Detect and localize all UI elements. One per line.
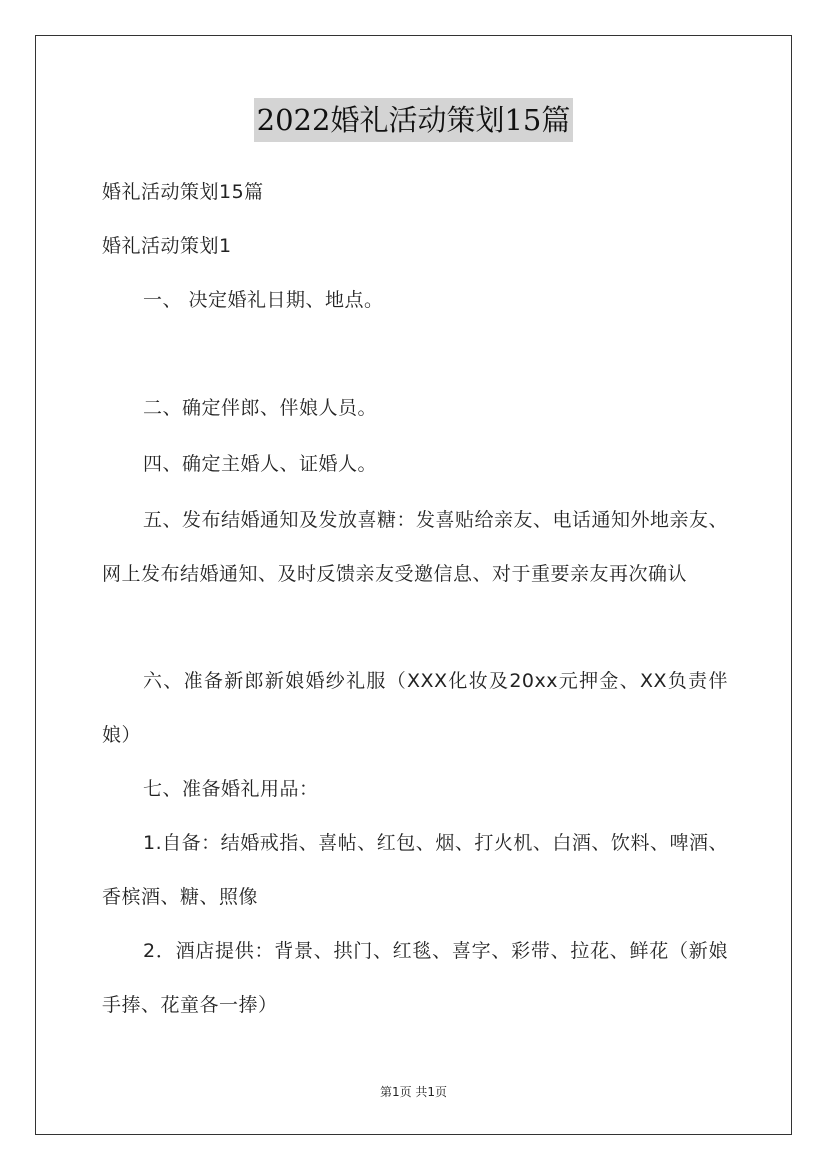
paragraph-item-7-1: 1.自备：结婚戒指、喜帖、红包、烟、打火机、白酒、饮料、啤酒、香槟酒、糖、照像 (102, 832, 728, 908)
paragraph-heading: 婚礼活动策划15篇 (102, 181, 264, 203)
paragraph-subheading: 婚礼活动策划1 (102, 235, 232, 257)
title-container (0, 98, 827, 142)
paragraph-item-1: 一、 决定婚礼日期、地点。 (143, 289, 384, 311)
paragraph-item-7: 七、准备婚礼用品： (143, 778, 319, 800)
document-title: 2022婚礼活动策划15篇 (254, 98, 574, 142)
paragraph-item-2: 二、确定伴郎、伴娘人员。 (143, 397, 378, 419)
paragraph-item-7-2: 2．酒店提供：背景、拱门、红毯、喜字、彩带、拉花、鲜花（新娘手捧、花童各一捧） (102, 940, 728, 1016)
paragraph-item-4: 四、确定主婚人、证婚人。 (143, 453, 378, 475)
page-footer: 第1页 共1页 (379, 1085, 448, 1099)
paragraph-item-6: 六、准备新郎新娘婚纱礼服（XXX化妆及20xx元押金、XX负责伴娘） (102, 670, 728, 746)
paragraph-item-5: 五、发布结婚通知及发放喜糖：发喜贴给亲友、电话通知外地亲友、网上发布结婚通知、及时反馈亲友受邀信息、对于重要亲友再次确认 (102, 509, 729, 585)
